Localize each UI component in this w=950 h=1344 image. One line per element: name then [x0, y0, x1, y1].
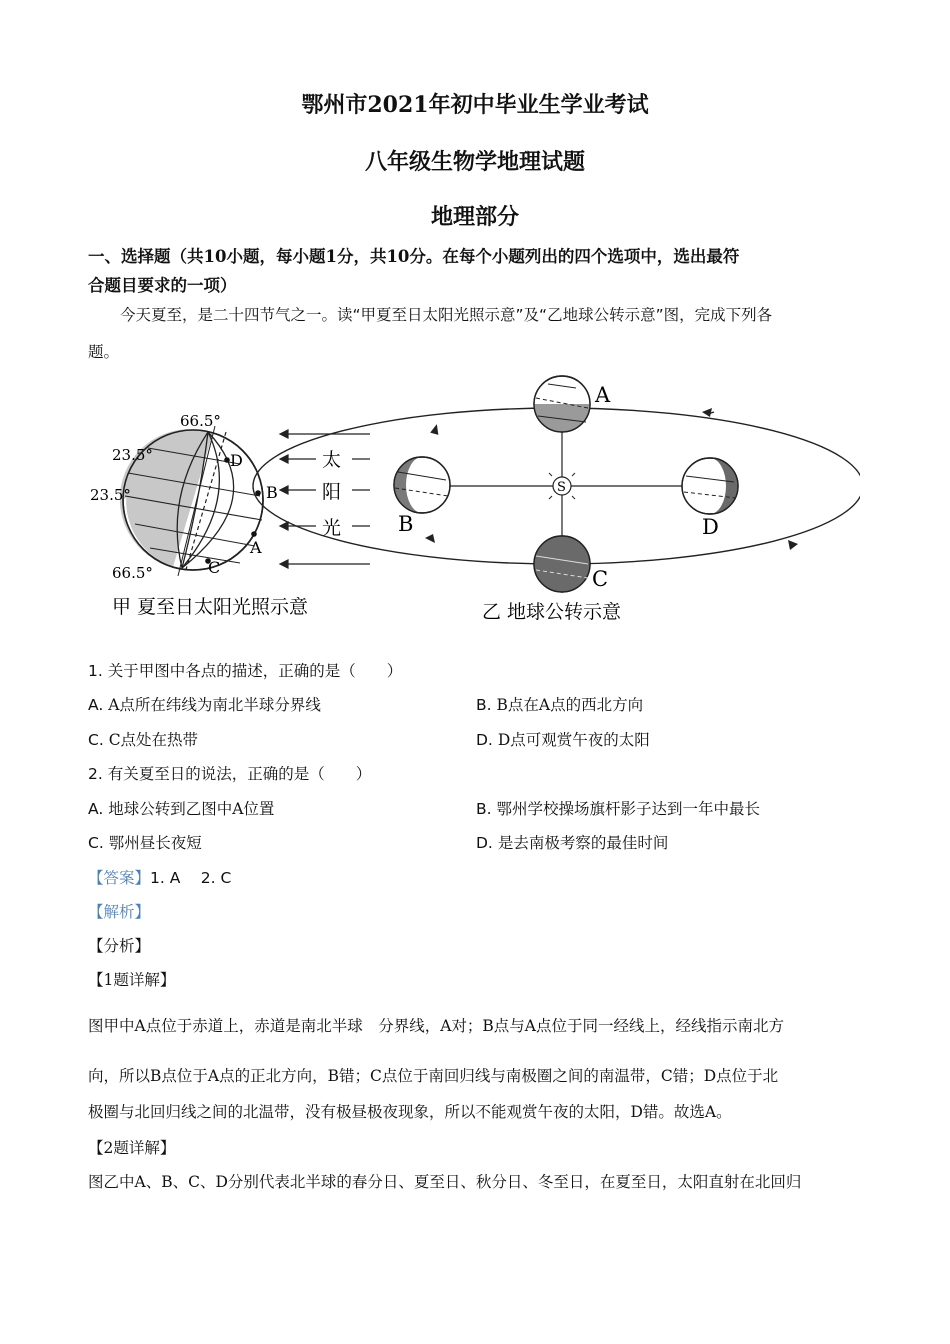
intro-line2: 题。: [88, 343, 120, 361]
option-key: B.: [476, 800, 492, 818]
figure-yi: [253, 376, 860, 623]
figure: [90, 368, 860, 630]
orbit-arrow-top: [702, 408, 712, 417]
point-b-label: B: [266, 483, 278, 502]
exam-title: 鄂州市2021年初中毕业生学业考试: [301, 92, 649, 118]
q1-detail-tag: 【1题详解】: [88, 971, 176, 989]
label-c: C: [592, 567, 609, 591]
q2-option-a[interactable]: [88, 797, 274, 819]
section-heading-line2: 合题目要求的一项）: [88, 276, 237, 295]
answer-text: 1. A 2. C: [150, 869, 232, 887]
intro-line1: 今天夏至，是二十四节气之一。读“甲夏至日太阳光照示意”及“乙地球公转示意”图，完成下列各: [120, 306, 773, 324]
point-c-label: C: [208, 558, 221, 577]
option-text: 地球公转到乙图中A位置: [108, 800, 275, 818]
question-1: [88, 659, 402, 681]
exam-subtitle: 八年级生物学地理试题: [364, 149, 585, 175]
orbit-arrow-bottom-left: [425, 534, 435, 543]
q1-detail-line1: 图甲中A点位于赤道上，赤道是南北半球 分界线，A对；B点与A点位于同一经线上，经线指示南北方: [88, 1017, 784, 1035]
q2-detail-line1: 图乙中A、B、C、D分别代表北半球的春分日、夏至日、秋分日、冬至日，在夏至日，太阳直射在北回归: [88, 1173, 802, 1191]
question-1-stem: 关于甲图中各点的描述，正确的是（ ）: [107, 662, 403, 680]
option-text: D点可观赏午夜的太阳: [497, 731, 650, 749]
sun-label: S: [557, 480, 566, 495]
q2-option-b[interactable]: [476, 797, 760, 819]
lat-23-upper-label: 23.5°: [112, 446, 153, 464]
fenxi-tag: 【分析】: [88, 937, 151, 955]
option-text: C点处在热带: [108, 731, 199, 749]
q1-option-b[interactable]: [476, 693, 643, 715]
option-text: 鄂州昼长夜短: [108, 834, 202, 852]
label-d: D: [702, 515, 719, 539]
q2-option-d[interactable]: [476, 831, 668, 853]
q2-detail-tag: 【2题详解】: [88, 1139, 176, 1157]
sun-char-1: 太: [322, 449, 342, 471]
point-a-label: A: [250, 538, 262, 557]
answer-tag: 【答案】: [88, 869, 151, 887]
question-1-number: 1.: [88, 662, 103, 680]
answer-line: [88, 866, 231, 888]
q1-option-d[interactable]: [476, 728, 650, 750]
sun-char-3: 光: [322, 517, 342, 539]
q1-option-a[interactable]: [88, 693, 321, 715]
question-2: [88, 762, 371, 784]
analysis-tag: 【解析】: [88, 903, 151, 921]
label-a: A: [595, 383, 611, 407]
point-d-label: D: [230, 451, 243, 470]
figure-jia-caption: 甲 夏至日太阳光照示意: [112, 596, 309, 618]
lat-bottom-label: 66.5°: [112, 564, 153, 582]
orbit-arrow-left: [428, 424, 442, 438]
option-key: A.: [88, 696, 104, 714]
q1-detail-line2: 向，所以B点位于A点的正北方向，B错；C点位于南回归线与南极圈之间的南温带，C错；D点位于北: [88, 1067, 779, 1085]
sun-char-2: 阳: [322, 481, 342, 503]
q1-detail-line3: 极圈与北回归线之间的北温带，没有极昼极夜现象，所以不能观赏午夜的太阳，D错。故选A。: [88, 1103, 732, 1121]
question-2-number: 2.: [88, 765, 103, 783]
lat-top-label: 66.5°: [180, 412, 221, 430]
orbit-arrow-bottom-right: [788, 540, 798, 550]
option-key: A.: [88, 800, 104, 818]
option-key: D.: [476, 731, 493, 749]
earth-d: [682, 458, 738, 514]
q2-option-c[interactable]: [88, 831, 202, 853]
figure-jia: [90, 412, 370, 618]
question-2-stem: 有关夏至日的说法，正确的是（ ）: [107, 765, 372, 783]
section-title: 地理部分: [430, 204, 519, 230]
earth-b: [394, 457, 450, 513]
label-b: B: [398, 512, 414, 536]
option-text: 鄂州学校操场旗杆影子达到一年中最长: [496, 800, 761, 818]
option-text: A点所在纬线为南北半球分界线: [108, 696, 321, 714]
option-text: B点在A点的西北方向: [496, 696, 644, 714]
earth-c: [534, 536, 590, 592]
figure-yi-caption: 乙 地球公转示意: [482, 601, 622, 623]
lat-23-lower-label: 23.5°: [90, 486, 131, 504]
q1-option-c[interactable]: [88, 728, 198, 750]
option-key: B.: [476, 696, 492, 714]
option-key: C.: [88, 731, 104, 749]
option-text: 是去南极考察的最佳时间: [497, 834, 669, 852]
option-key: D.: [476, 834, 493, 852]
section-heading-line1: 一、选择题（共10小题，每小题1分，共10分。在每个小题列出的四个选项中，选出最符: [88, 247, 740, 266]
option-key: C.: [88, 834, 104, 852]
earth-a: [534, 376, 590, 432]
